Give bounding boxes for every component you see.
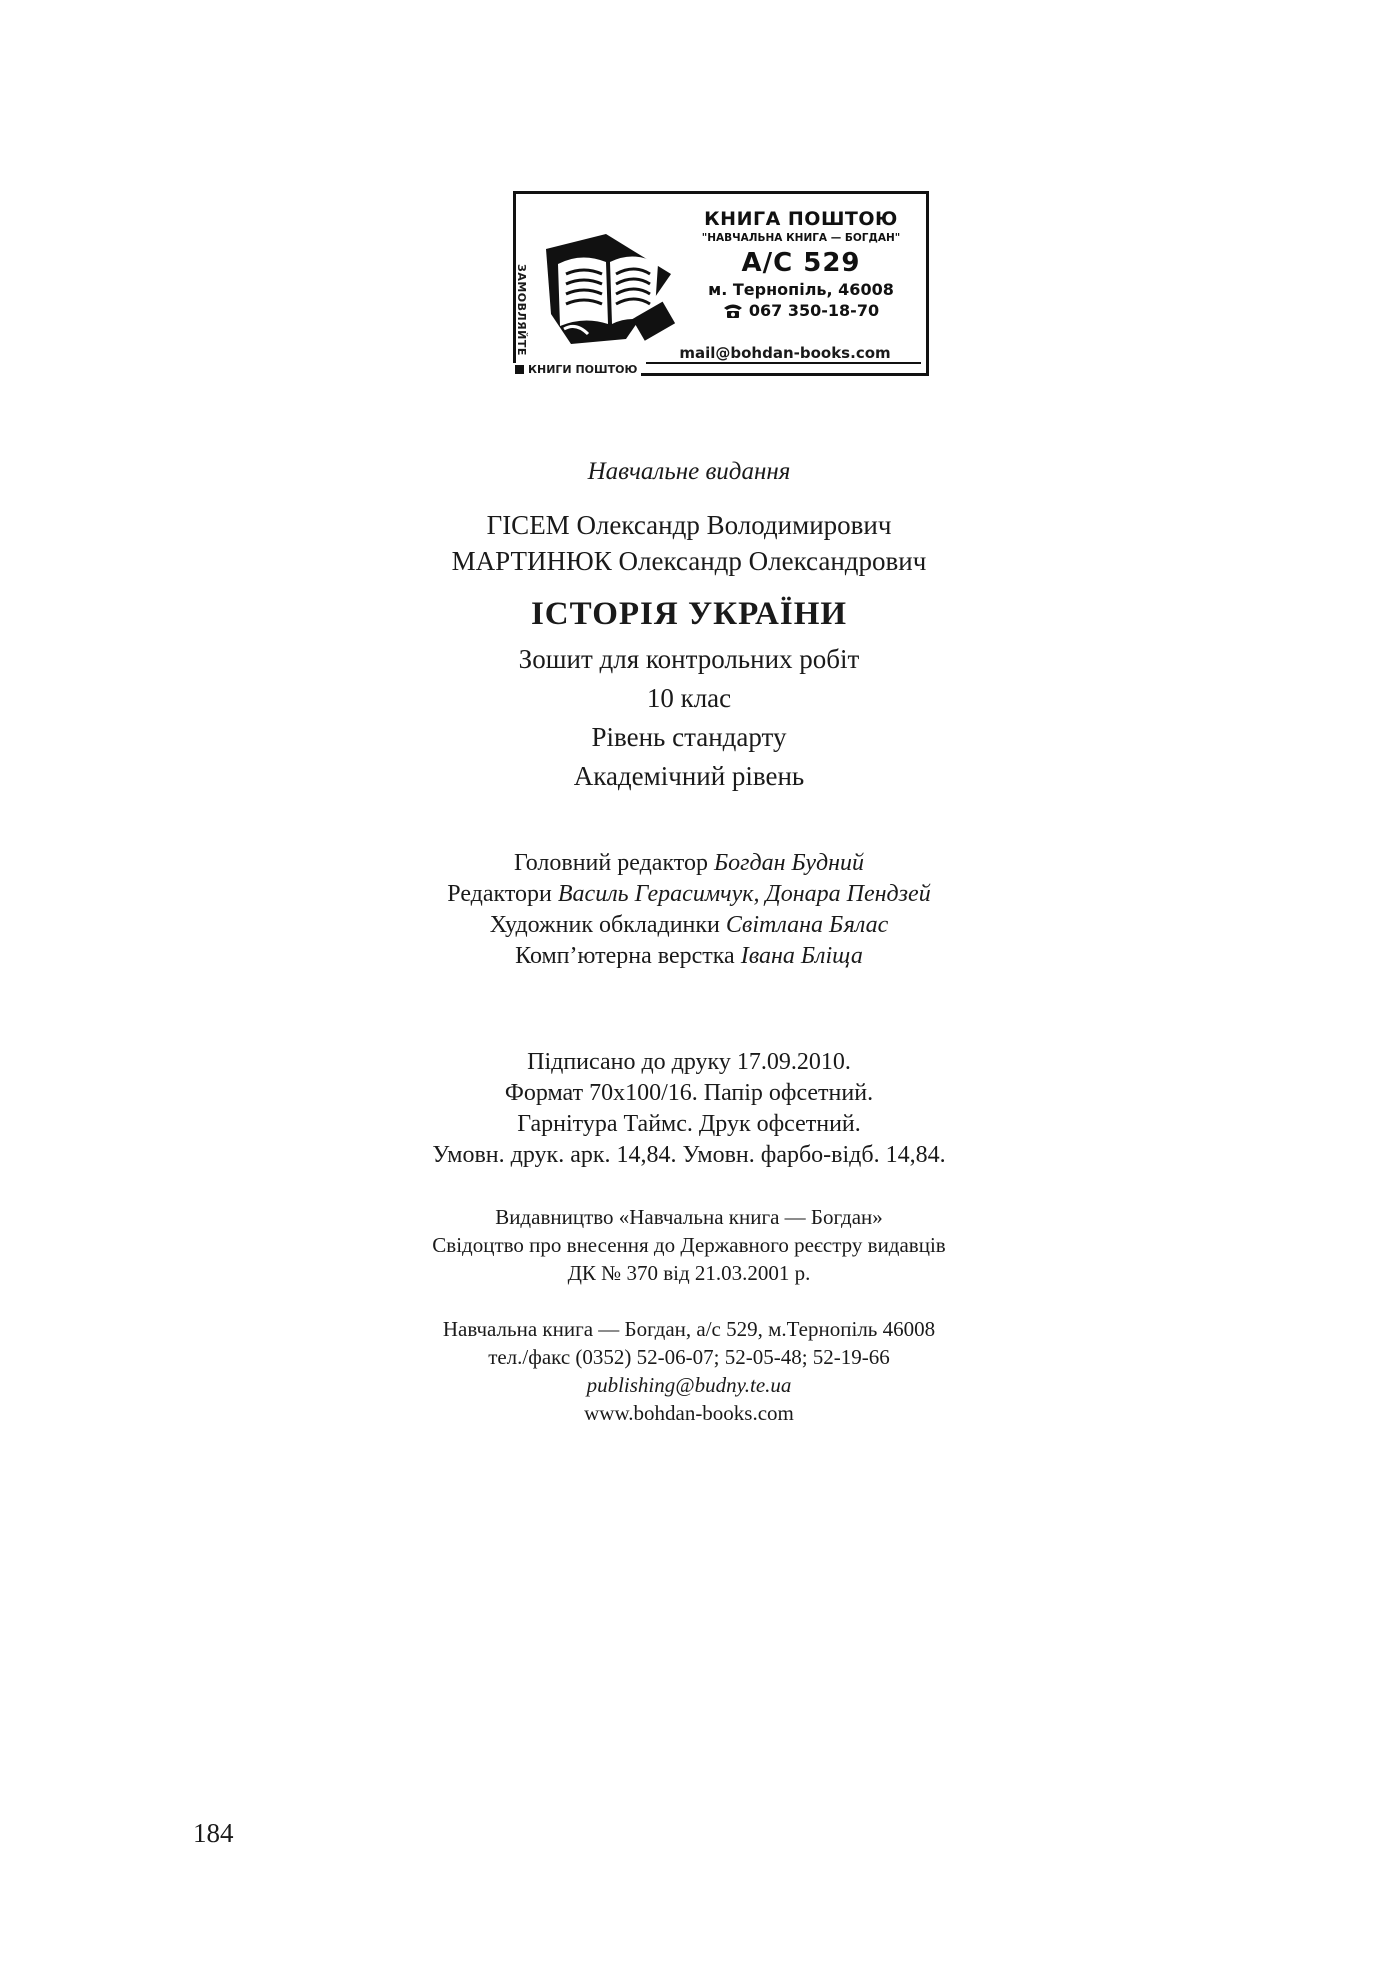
author-1: ГІСЕМ Олександр Володимирович <box>486 510 892 540</box>
square-bullet-icon <box>515 365 524 374</box>
credit-role: Комп’ютерна верстка <box>515 943 735 969</box>
credit-chief-editor <box>0 848 1378 879</box>
publisher-name: Видавництво «Навчальна книга — Богдан» <box>495 1205 883 1229</box>
credit-name: Богдан Будний <box>713 850 865 876</box>
mail-order-advert <box>513 191 929 376</box>
advert-underline <box>646 362 921 364</box>
print-format: Формат 70х100/16. Папір офсетний. <box>504 1080 874 1106</box>
credit-editors <box>0 879 1378 910</box>
contact-website: www.bohdan-books.com <box>584 1401 794 1425</box>
advert-publisher: "НАВЧАЛЬНА КНИГА — БОГДАН" <box>701 232 901 244</box>
advert-email: mail@bohdan-books.com <box>679 344 891 362</box>
print-typeface: Гарнітура Таймс. Друк офсетний. <box>517 1111 861 1137</box>
print-sheets: Умовн. друк. арк. 14,84. Умовн. фарбо-відб. 14,84. <box>432 1142 946 1168</box>
advert-city: м. Тернопіль, 46008 <box>708 280 894 299</box>
advert-bottom-label <box>513 363 641 376</box>
subtitle-line-1: Зошит для контрольних робіт <box>518 644 860 674</box>
credit-role: Художник обкладинки <box>489 912 720 938</box>
credit-role: Редактори <box>447 881 552 907</box>
advert-text <box>676 208 926 320</box>
credit-layout <box>0 941 1378 972</box>
telephone-icon <box>723 303 743 319</box>
contact-phones: тел./факс (0352) 52-06-07; 52-05-48; 52-19-66 <box>488 1345 890 1369</box>
subtitle-line-2: 10 клас <box>646 683 732 713</box>
advert-po-box: А/С 529 <box>741 248 861 278</box>
publisher-certificate-number: ДК № 370 від 21.03.2001 р. <box>567 1261 811 1285</box>
advert-bottom-text: КНИГИ ПОШТОЮ <box>528 363 638 376</box>
credit-cover-artist <box>0 910 1378 941</box>
advert-phone-row <box>676 301 926 320</box>
credit-name: Івана Бліща <box>740 943 863 969</box>
credit-name: Світлана Бялас <box>725 912 889 938</box>
advert-title: КНИГА ПОШТОЮ <box>704 208 898 230</box>
advert-vertical-text: ЗАМОВЛЯЙТЕ <box>515 264 528 356</box>
credit-role: Головний редактор <box>513 850 708 876</box>
print-signed-date: Підписано до друку 17.09.2010. <box>527 1049 851 1075</box>
subtitle-line-4: Академічний рівень <box>573 761 805 791</box>
page-number: 184 <box>193 1818 234 1848</box>
edition-type: Навчальне видання <box>587 458 791 485</box>
contact-email: publishing@budny.te.ua <box>586 1373 792 1397</box>
subtitle-line-3: Рівень стандарту <box>591 722 787 752</box>
contact-address: Навчальна книга — Богдан, а/с 529, м.Тернопіль 46008 <box>442 1317 936 1341</box>
open-book-icon <box>536 234 681 354</box>
credit-name: Василь Герасимчук, Донара Пендзей <box>557 881 931 907</box>
book-title: ІСТОРІЯ УКРАЇНИ <box>530 596 848 632</box>
author-2: МАРТИНЮК Олександр Олександрович <box>451 546 927 576</box>
advert-phone: 067 350-18-70 <box>748 301 880 320</box>
publisher-certificate: Свідоцтво про внесення до Державного реєстру видавців <box>432 1233 946 1257</box>
